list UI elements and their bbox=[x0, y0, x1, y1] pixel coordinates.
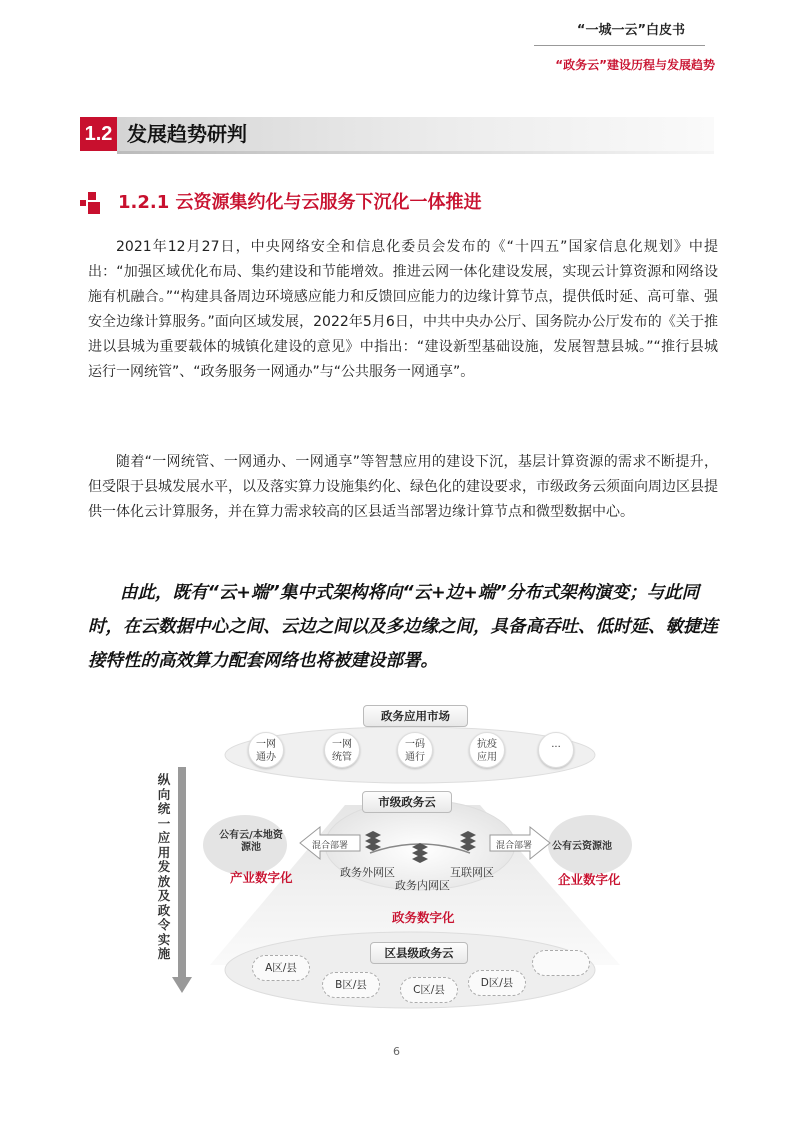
document-title: “一城一云”白皮书 bbox=[576, 23, 685, 38]
app-item-line1: 一码 bbox=[405, 739, 425, 750]
district-cloud: C区/县 bbox=[400, 977, 458, 1003]
zone-external: 政务外网区 bbox=[340, 866, 395, 879]
app-item-line1: 抗疫 bbox=[477, 739, 497, 750]
app-item-line1: 一网 bbox=[332, 739, 352, 750]
paragraph-policy: 2021年12月27日，中央网络安全和信息化委员会发布的《“十四五”国家信息化规划》中提出：“加强区域优化布局、集约建设和节能增效。推进云网一体化建设发展，实现云计算资源和网络设施有机融合。”“构建具备周边环境感应能力和反馈回应能力的边缘计算节点，提供低时延、高可靠、强安全边缘计算服务。”面向区域发展，2022年5月6日，中共中央办公厅、国务院办公厅发布的《关于推进以县城为重要载体的城镇化建设的意见》中指出：“建设新型基础设施，发展智慧县城。”“推行县城运行一网统管”、“政务服务一网通办”与“公共服务一网通享”。 bbox=[88, 239, 718, 380]
subsection-title: 1.2.1 云资源集约化与云服务下沉化一体推进 bbox=[118, 192, 482, 213]
industry-digital-label: 产业数字化 bbox=[230, 870, 293, 885]
squares-bullet-icon bbox=[80, 192, 104, 214]
app-item-line1: ... bbox=[551, 739, 561, 750]
hybrid-right-label: 混合部署 bbox=[496, 841, 533, 851]
district-cloud: D区/县 bbox=[468, 970, 526, 996]
app-item-line2: 应用 bbox=[477, 752, 497, 763]
app-item-line2: 统管 bbox=[332, 752, 352, 763]
county-cloud-box: 区县级政务云 bbox=[370, 942, 468, 964]
vertical-label: 纵向统一应用发放及政令实施 bbox=[157, 772, 171, 961]
enterprise-digital-label: 企业数字化 bbox=[558, 872, 621, 887]
city-cloud-box: 市级政务云 bbox=[362, 791, 452, 813]
header-divider bbox=[534, 45, 705, 46]
hybrid-left-label: 混合部署 bbox=[312, 841, 349, 851]
section-heading bbox=[80, 117, 714, 151]
zone-internet: 互联网区 bbox=[450, 866, 494, 879]
district-cloud: A区/县 bbox=[252, 955, 310, 981]
app-item-line2: 通行 bbox=[405, 752, 425, 763]
right-pool-label: 公有云资源池 bbox=[552, 841, 612, 852]
app-item-line1: 一网 bbox=[256, 739, 276, 750]
paragraph-demand: 随着“一网统管、一网通办、一网通享”等智慧应用的建设下沉，基层计算资源的需求不断提升，但受限于县城发展水平，以及落实算力设施集约化、绿色化的建设要求，市级政务云须面向周边区县提供一体化云计算服务，并在算力需求较高的区县适当部署边缘计算节点和微型数据中心。 bbox=[88, 454, 718, 520]
app-item bbox=[248, 732, 284, 768]
section-title: 发展趋势研判 bbox=[127, 122, 247, 146]
document-subtitle: “政务云”建设历程与发展趋势 bbox=[555, 58, 715, 72]
district-cloud bbox=[532, 950, 590, 976]
left-pool-label: 公有云/本地资源池 bbox=[219, 830, 283, 853]
section-number: 1.2 bbox=[80, 117, 117, 151]
app-market-box: 政务应用市场 bbox=[363, 705, 468, 727]
app-item-line2: 通办 bbox=[256, 752, 276, 763]
section-underline bbox=[117, 151, 714, 154]
gov-digital-label: 政务数字化 bbox=[392, 910, 455, 925]
page-number: 6 bbox=[393, 1045, 400, 1058]
app-item bbox=[469, 732, 505, 768]
emphasis-paragraph: 由此，既有“云+端”集中式架构将向“云+边+端”分布式架构演变；与此同时，在云数据中心之间、云边之间以及多边缘之间，具备高吞吐、低时延、敏捷连接特性的高效算力配套网络也将被建设部署。 bbox=[88, 583, 718, 671]
app-item bbox=[397, 732, 433, 768]
zone-internal: 政务内网区 bbox=[395, 879, 450, 892]
app-item bbox=[324, 732, 360, 768]
app-item bbox=[538, 732, 574, 768]
district-cloud: B区/县 bbox=[322, 972, 380, 998]
